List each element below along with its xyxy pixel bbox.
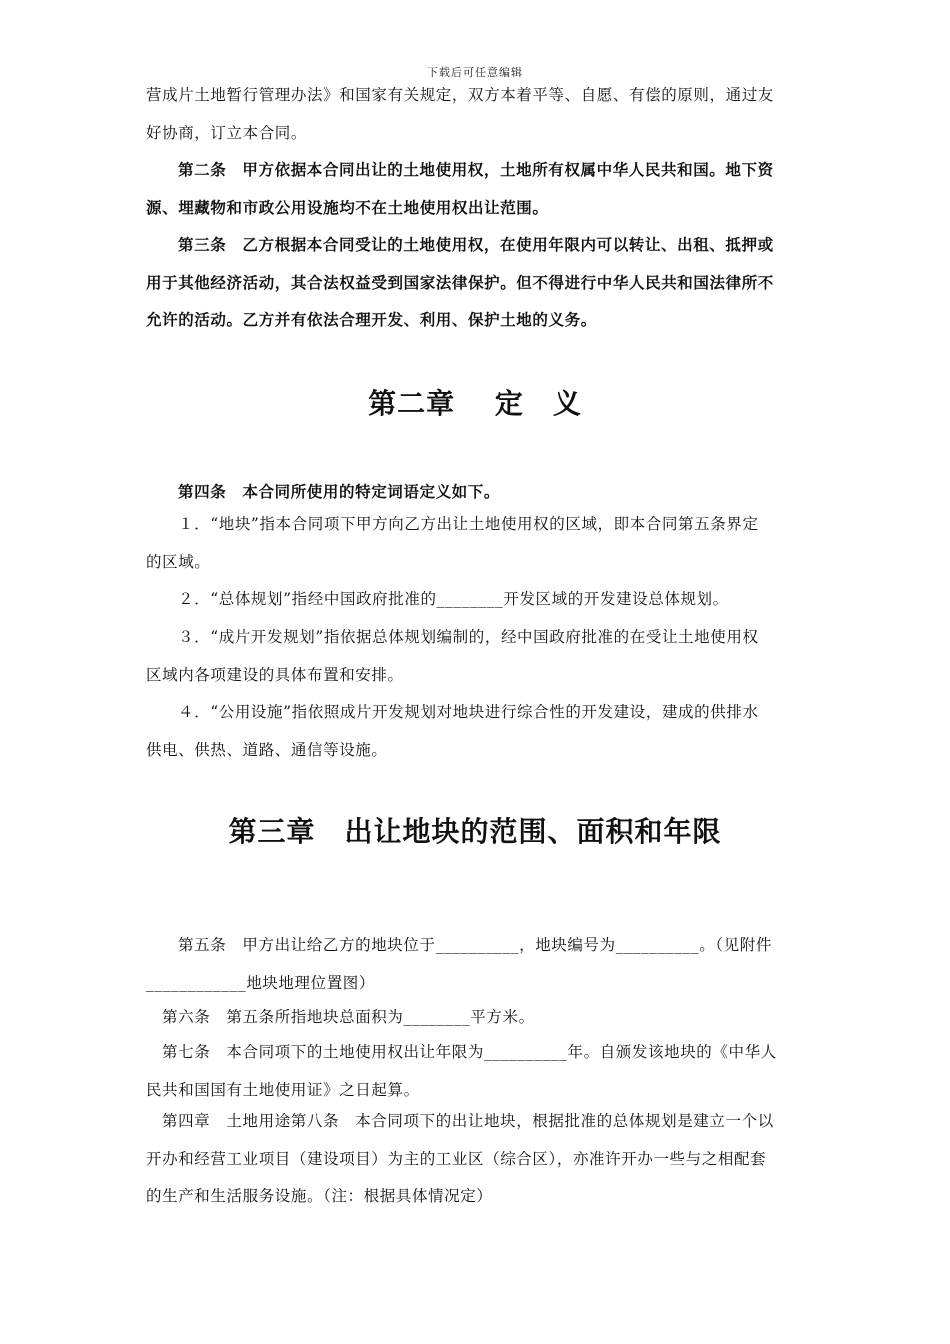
paragraph-line: ２．“总体规划”指经中国政府批准的________开发区域的开发建设总体规划。	[178, 590, 729, 608]
paragraph-line: 第二条 甲方依据本合同出让的土地使用权，土地所有权属中华人民共和国。地下资	[178, 160, 774, 179]
definition-2	[146, 581, 810, 619]
intro-paragraph	[146, 77, 810, 152]
article-4-title	[146, 473, 810, 511]
paragraph-line: 第四条 本合同所使用的特定词语定义如下。	[178, 482, 501, 501]
paragraph-line: ４．“公用设施”指依照成片开发规划对地块进行综合性的开发建设，建成的供排水	[178, 703, 759, 721]
definition-1	[146, 506, 810, 581]
paragraph-line: 第五条 甲方出让给乙方的地块位于__________，地块编号为__________。（见附件	[178, 936, 772, 954]
article-7	[146, 1034, 810, 1109]
paragraph-line: 民共和国国有土地使用证》之日起算。	[146, 1080, 420, 1099]
paragraph-line: 第七条 本合同项下的土地使用权出让年限为__________年。自颁发该地块的《中华人	[162, 1043, 777, 1061]
article-2	[146, 151, 810, 226]
paragraph-line: 的区域。	[146, 552, 211, 571]
paragraph-line: 允许的活动。乙方并有依法合理开发、利用、保护土地的义务。	[146, 310, 597, 329]
chapter-3-heading: 第三章 出让地块的范围、面积和年限	[228, 815, 722, 848]
paragraph-line: 开办和经营工业项目（建设项目）为主的工业区（综合区），亦准许开办一些与之相配套	[146, 1149, 767, 1168]
definition-3	[146, 619, 810, 694]
paragraph-line: 第四章 土地用途第八条 本合同项下的出让地块，根据批准的总体规划是建立一个以	[162, 1112, 774, 1130]
article-3	[146, 226, 810, 339]
article-6	[146, 999, 810, 1037]
paragraph-line: 供电、供热、道路、通信等设施。	[146, 740, 388, 759]
paragraph-line: ____________地块地理位置图）	[146, 973, 376, 992]
paragraph-line: ３．“成片开发规划”指依据总体规划编制的，经中国政府批准的在受让土地使用权	[178, 628, 759, 646]
paragraph-line: 源、埋藏物和市政公用设施均不在土地使用权出让范围。	[146, 197, 549, 217]
page-header: 下载后可任意编辑	[427, 66, 523, 79]
paragraph-line: 营成片土地暂行管理办法》和国家有关规定，双方本着平等、自愿、有偿的原则，通过友	[146, 86, 774, 104]
definition-4	[146, 694, 810, 769]
article-5	[146, 927, 810, 1002]
paragraph-line: 区域内各项建设的具体布置和安排。	[146, 665, 404, 684]
chapter-2-heading: 第二章 定 义	[368, 387, 582, 420]
paragraph-line: 用于其他经济活动，其合法权益受到国家法律保护。但不得进行中华人民共和国法律所不	[146, 272, 774, 292]
paragraph-line: １．“地块”指本合同项下甲方向乙方出让土地使用权的区域，即本合同第五条界定	[178, 515, 759, 533]
paragraph-line: 好协商，订立本合同。	[146, 123, 308, 142]
chapter-4-article-8	[146, 1103, 810, 1216]
paragraph-line: 第三条 乙方根据本合同受让的土地使用权，在使用年限内可以转让、出租、抵押或	[178, 235, 774, 254]
paragraph-line: 第六条 第五条所指地块总面积为________平方米。	[162, 1008, 535, 1026]
paragraph-line: 的生产和生活服务设施。（注：根据具体情况定）	[146, 1187, 493, 1205]
